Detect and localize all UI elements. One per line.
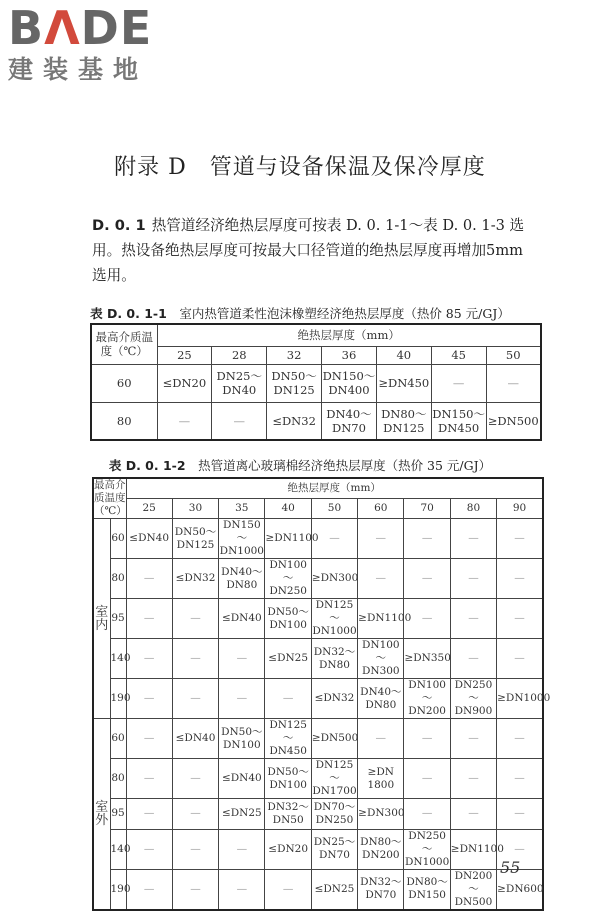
table2-cell: ≤DN32 bbox=[311, 679, 357, 719]
table2-cell: DN125～DN450 bbox=[265, 719, 311, 759]
table2-cell: — bbox=[265, 679, 311, 719]
table2-cell: — bbox=[450, 639, 496, 679]
table2 bbox=[92, 477, 551, 911]
table2-thickness-col: 40 bbox=[265, 498, 311, 518]
table2-cell: DN50～DN100 bbox=[219, 719, 265, 759]
table2-cell: — bbox=[497, 829, 543, 869]
table2-cell: — bbox=[126, 869, 172, 910]
table2-cell: ≥DN350 bbox=[404, 639, 450, 679]
table2-thickness-col: 35 bbox=[219, 498, 265, 518]
table-row bbox=[93, 599, 543, 639]
table2-temp: 190 bbox=[110, 679, 126, 719]
table2-cell: — bbox=[126, 759, 172, 799]
table2-cell: — bbox=[497, 559, 543, 599]
table2-cell: ≤DN25 bbox=[265, 639, 311, 679]
table2-cell: DN80～DN200 bbox=[358, 829, 404, 869]
table2-caption: 表 D. 0. 1-2 热管道离心玻璃棉经济绝热层厚度（热价 35 元/GJ） bbox=[108, 458, 492, 473]
table2-cell: — bbox=[126, 639, 172, 679]
table2-cell: DN80～DN150 bbox=[404, 869, 450, 910]
table2-cell: — bbox=[404, 759, 450, 799]
table2-cell: — bbox=[172, 679, 218, 719]
table2-cell: — bbox=[172, 869, 218, 910]
table2-group-label: 室内 bbox=[93, 519, 110, 719]
table1-cell: — bbox=[486, 364, 541, 402]
table2-thickness-col: 60 bbox=[358, 498, 404, 518]
table2-cell: — bbox=[311, 519, 357, 559]
table2-thickness-col: 25 bbox=[126, 498, 172, 518]
table1-cell: DN150～DN450 bbox=[431, 402, 486, 440]
table2-cell: — bbox=[358, 719, 404, 759]
table2-cell: ≤DN25 bbox=[219, 799, 265, 830]
table1-header-thickness: 绝热层厚度（mm） bbox=[157, 324, 541, 346]
table1-cell: DN150～DN400 bbox=[322, 364, 377, 402]
table2-cell: DN32～DN50 bbox=[265, 799, 311, 830]
table1-caption: 表 D. 0. 1-1 室内热管道柔性泡沫橡塑经济绝热层厚度（热价 85 元/GJ） bbox=[90, 306, 510, 321]
table2-cell: — bbox=[497, 719, 543, 759]
table-row bbox=[91, 364, 541, 402]
table2-cell: — bbox=[172, 799, 218, 830]
table1-cell: ≤DN20 bbox=[157, 364, 212, 402]
table2-temp: 140 bbox=[110, 829, 126, 869]
table-row bbox=[93, 869, 543, 910]
table2-temp: 60 bbox=[110, 719, 126, 759]
table2-cell: — bbox=[219, 829, 265, 869]
table2-cell: ≥DN1000 bbox=[497, 679, 543, 719]
table2-temp: 190 bbox=[110, 869, 126, 910]
table2-cell: — bbox=[404, 599, 450, 639]
table2-thickness-col: 70 bbox=[404, 498, 450, 518]
clause-code: D. 0. 1 bbox=[92, 217, 146, 234]
table2-cell: — bbox=[126, 599, 172, 639]
table2-cell: — bbox=[126, 559, 172, 599]
table2-cell: DN32～DN80 bbox=[311, 639, 357, 679]
table2-cell: — bbox=[358, 559, 404, 599]
table2-thickness-col: 50 bbox=[311, 498, 357, 518]
table2-cell: — bbox=[497, 599, 543, 639]
table2-cell: ≥DN1100 bbox=[450, 829, 496, 869]
table1-thickness-col: 28 bbox=[212, 346, 267, 364]
table2-thickness-col: 80 bbox=[450, 498, 496, 518]
table2-cell: — bbox=[404, 719, 450, 759]
table1-temp: 60 bbox=[91, 364, 157, 402]
table2-temp: 95 bbox=[110, 599, 126, 639]
table2-cell: DN50～DN100 bbox=[265, 759, 311, 799]
table2-cell: — bbox=[497, 519, 543, 559]
table2-cell: DN250～DN900 bbox=[450, 679, 496, 719]
table1-cell: — bbox=[157, 402, 212, 440]
table-row bbox=[93, 639, 543, 679]
table2-cell: — bbox=[450, 759, 496, 799]
table2-cell: DN125～DN1000 bbox=[312, 599, 357, 637]
table2-cell: — bbox=[404, 519, 450, 559]
table1-cell: — bbox=[212, 402, 267, 440]
table2-cell: DN150～DN1000 bbox=[219, 519, 264, 557]
table2-cell: — bbox=[450, 559, 496, 599]
table2-cell: DN100～DN200 bbox=[404, 679, 450, 719]
table2-cell: ≥DN1100 bbox=[358, 599, 404, 639]
table2-cell: — bbox=[450, 719, 496, 759]
table2-cell: DN25～DN70 bbox=[311, 829, 357, 869]
table2-cell: — bbox=[404, 799, 450, 830]
table2-cell: — bbox=[497, 759, 543, 799]
table1-cell: DN25～DN40 bbox=[212, 364, 267, 402]
table2-cell: ≥DN600 bbox=[497, 869, 543, 910]
table2-cell: ≤DN40 bbox=[219, 759, 265, 799]
table-row bbox=[93, 829, 543, 869]
table2-cell: ≥DN1100 bbox=[265, 519, 311, 559]
table2-cell: DN40～DN80 bbox=[219, 559, 265, 599]
table2-cell: ≥DN500 bbox=[311, 719, 357, 759]
table2-thickness-col: 90 bbox=[497, 498, 543, 518]
table1-cell: ≤DN32 bbox=[267, 402, 322, 440]
table2-cell: ≥DN300 bbox=[358, 799, 404, 830]
table2-cell: ≤DN40 bbox=[126, 519, 172, 559]
table2-cell: ≤DN25 bbox=[311, 869, 357, 910]
table2-cell: — bbox=[172, 599, 218, 639]
table2-cell: — bbox=[450, 519, 496, 559]
table2-cell: ≥DN 1800 bbox=[358, 759, 404, 799]
table-row bbox=[93, 719, 543, 759]
table1-header-temp: 最高介质温度（℃） bbox=[91, 324, 157, 364]
table2-cell: ≥DN300 bbox=[311, 559, 357, 599]
table1-cell: DN80～DN125 bbox=[376, 402, 431, 440]
table2-temp: 60 bbox=[110, 519, 126, 559]
logo-wordmark: BΛDE bbox=[8, 1, 153, 55]
table2-cell: — bbox=[404, 559, 450, 599]
table2-cell: — bbox=[219, 679, 265, 719]
table2-cell: — bbox=[219, 869, 265, 910]
logo bbox=[8, 2, 152, 84]
table1-temp: 80 bbox=[91, 402, 157, 440]
table2-thickness-col: 30 bbox=[172, 498, 218, 518]
table2-cell: — bbox=[126, 719, 172, 759]
table2-cell: — bbox=[497, 799, 543, 830]
table2-cell: — bbox=[126, 799, 172, 830]
logo-subtitle: 建装基地 bbox=[8, 55, 149, 84]
clause-paragraph bbox=[92, 213, 542, 288]
clause-text: 热管道经济绝热层厚度可按表 D. 0. 1-1～表 D. 0. 1-3 选用。热设备绝热层厚度可按最大口径管道的绝热层厚度再增加5mm 选用。 bbox=[92, 217, 525, 284]
table2-cell: ≤DN40 bbox=[219, 599, 265, 639]
table2-cell: DN200～DN500 bbox=[450, 869, 496, 910]
appendix-title: 附录 D 管道与设备保温及保冷厚度 bbox=[114, 155, 486, 180]
table-row bbox=[93, 559, 543, 599]
table1-cell: ≥DN500 bbox=[486, 402, 541, 440]
table1-thickness-col: 40 bbox=[376, 346, 431, 364]
table1-cell: DN40～DN70 bbox=[322, 402, 377, 440]
table2-cell: DN40～DN80 bbox=[358, 679, 404, 719]
table1-thickness-col: 45 bbox=[431, 346, 486, 364]
table2-temp: 140 bbox=[110, 639, 126, 679]
table2-cell: — bbox=[172, 829, 218, 869]
table2-group-label: 室外 bbox=[93, 719, 110, 910]
table-row bbox=[91, 402, 541, 440]
table1-thickness-col: 50 bbox=[486, 346, 541, 364]
table2-cell: — bbox=[126, 829, 172, 869]
table1-thickness-col: 25 bbox=[157, 346, 212, 364]
table2-temp: 95 bbox=[110, 799, 126, 830]
table2-temp: 80 bbox=[110, 559, 126, 599]
table2-cell: DN100～DN300 bbox=[358, 639, 404, 679]
table1-cell: — bbox=[431, 364, 486, 402]
table2-cell: DN50～DN125 bbox=[172, 519, 218, 559]
table2-cell: DN32～DN70 bbox=[358, 869, 404, 910]
table2-cell: — bbox=[358, 519, 404, 559]
page-number: 55 bbox=[500, 858, 521, 877]
table2-cell: — bbox=[172, 639, 218, 679]
table1-cell: DN50～DN125 bbox=[267, 364, 322, 402]
table2-cell: ≤DN40 bbox=[172, 719, 218, 759]
table2-header-temp: 最高介质温度（℃） bbox=[94, 479, 127, 517]
table2-cell: DN70～DN250 bbox=[311, 799, 357, 830]
table1 bbox=[90, 323, 542, 441]
table2-cell: — bbox=[172, 759, 218, 799]
table-row bbox=[93, 799, 543, 830]
table2-cell: — bbox=[219, 639, 265, 679]
table2-cell: DN250～DN1000 bbox=[404, 829, 450, 868]
table1-cell: ≥DN450 bbox=[376, 364, 431, 402]
table2-cell: ≤DN32 bbox=[172, 559, 218, 599]
table2-cell: — bbox=[450, 799, 496, 830]
table2-cell: — bbox=[126, 679, 172, 719]
table-row bbox=[93, 519, 543, 559]
table2-cell: — bbox=[450, 599, 496, 639]
table2-cell: DN125～DN1700 bbox=[312, 759, 357, 797]
table2-cell: — bbox=[265, 869, 311, 910]
table2-header-thickness: 绝热层厚度（mm） bbox=[126, 478, 543, 498]
table2-temp: 80 bbox=[110, 759, 126, 799]
table-row bbox=[93, 759, 543, 799]
table2-cell: DN50～DN100 bbox=[265, 599, 311, 639]
table1-thickness-col: 36 bbox=[322, 346, 377, 364]
table1-thickness-col: 32 bbox=[267, 346, 322, 364]
table2-cell: — bbox=[497, 639, 543, 679]
table-row bbox=[93, 679, 543, 719]
table2-cell: ≤DN20 bbox=[265, 829, 311, 869]
table2-cell: DN100～DN250 bbox=[265, 559, 311, 599]
